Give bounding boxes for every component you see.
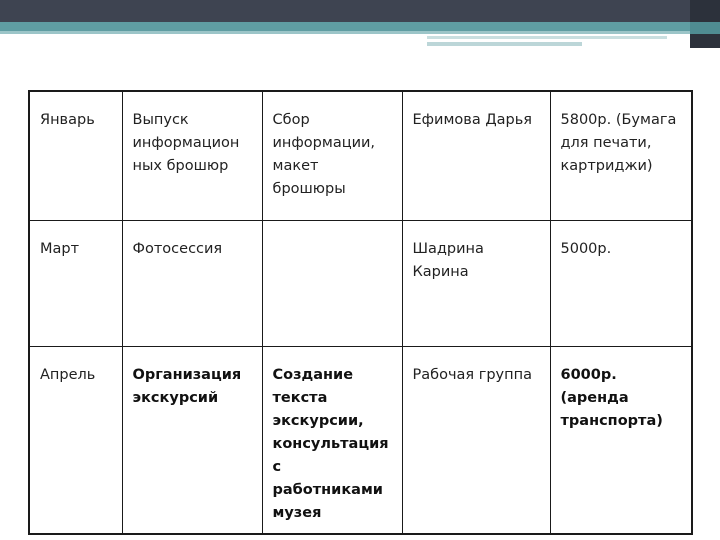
cell-work	[262, 91, 402, 221]
cell-responsible	[402, 91, 550, 221]
cell-month	[29, 221, 122, 347]
cell-event	[122, 221, 262, 347]
work-text: Создание текста экскурсии, консультация с работниками музея	[272, 367, 389, 521]
month-text: Март	[40, 241, 80, 257]
event-text: Фотосессия	[132, 241, 223, 257]
cell-event	[122, 91, 262, 221]
month-text: Апрель	[40, 367, 96, 383]
table-row	[29, 347, 692, 535]
work-text: Сбор информации, макет брошюры	[272, 112, 376, 197]
responsible-text: Ефимова Дарья	[412, 112, 533, 128]
cell-budget	[550, 347, 692, 535]
table-row	[29, 91, 692, 221]
cell-month	[29, 91, 122, 221]
responsible-text: Шадрина Карина	[412, 241, 484, 280]
budget-text: 6000р. (аренда транспорта)	[560, 367, 663, 429]
budget-text: 5800р. (Бумага для печати, картриджи)	[560, 112, 677, 174]
decorative-bar	[427, 42, 582, 46]
cell-work	[262, 221, 402, 347]
header-right-accent	[690, 22, 720, 34]
header-accent-line-light	[0, 31, 690, 34]
cell-responsible	[402, 347, 550, 535]
cell-work	[262, 347, 402, 535]
cell-budget	[550, 221, 692, 347]
cell-responsible	[402, 221, 550, 347]
header-band	[0, 0, 720, 22]
cell-budget	[550, 91, 692, 221]
budget-text: 5000р.	[560, 241, 612, 257]
month-text: Январь	[40, 112, 95, 128]
cell-event	[122, 347, 262, 535]
event-text: Выпуск информацион ных брошюр	[132, 112, 240, 174]
cell-month	[29, 347, 122, 535]
schedule-table	[28, 90, 693, 535]
responsible-text: Рабочая группа	[412, 367, 532, 383]
decorative-bar	[427, 36, 667, 39]
event-text: Организация экскурсий	[132, 367, 242, 406]
header-accent-line	[0, 22, 720, 31]
table-row	[29, 221, 692, 347]
